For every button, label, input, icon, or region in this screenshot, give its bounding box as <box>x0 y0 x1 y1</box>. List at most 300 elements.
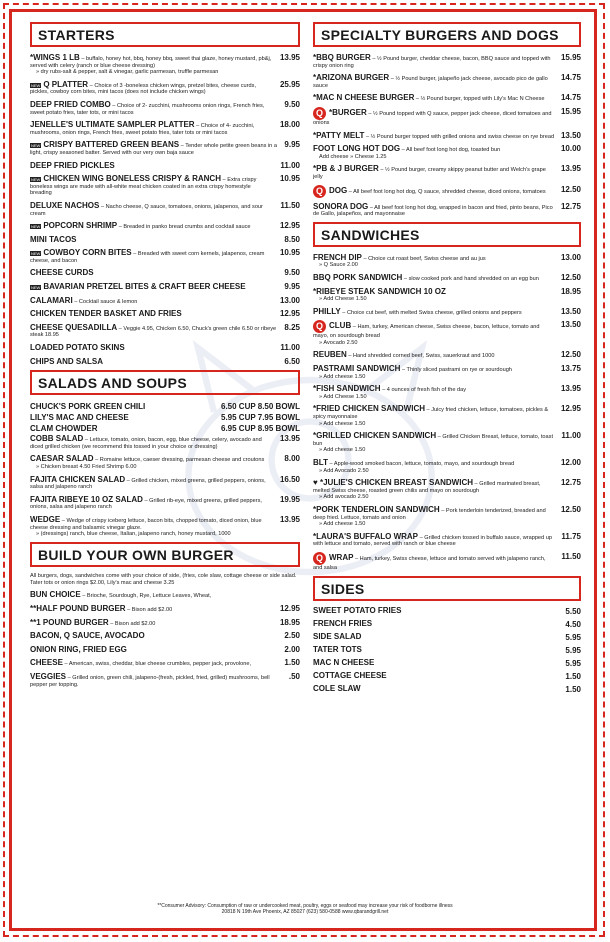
menu-item-desc: – Apple-wood smoked bacon, lettuce, tomato, mayo, and sourdough bread <box>327 461 515 467</box>
menu-item-price: 18.95 <box>279 617 300 627</box>
menu-item-price: 12.00 <box>560 458 581 467</box>
menu-item <box>313 607 581 616</box>
menu-item-text <box>30 618 155 628</box>
menu-item-name: BAVARIAN PRETZEL BITES & CRAFT BEER CHEESE <box>43 282 246 292</box>
menu-item-row <box>30 221 300 231</box>
menu-item-text <box>30 174 274 197</box>
menu-item-addon: » Add Cheese 1.50 <box>319 296 367 303</box>
menu-item-text <box>313 646 362 655</box>
menu-item-desc: – Brioche, Sourdough, Rye, Lettuce Leaves, Wheat, <box>80 593 212 600</box>
menu-item-desc: – Choice of 3 -boneless chicken wings, pretzel bites, cheese curds, pickles, cowboy corn bites, mini tacos (does not include chicken wings) <box>30 82 256 96</box>
menu-item-addon: » Add cheese 1.50 <box>319 521 366 528</box>
menu-item-name: CALAMARI <box>30 295 73 305</box>
menu-item-price: 11.00 <box>280 160 300 170</box>
menu-item <box>313 458 581 474</box>
menu-item-desc: – Wedge of crispy iceberg lettuce, bacon bits, chopped tomato, diced onion, blue cheese dressing and balsamic vinegar glaze. <box>30 517 262 531</box>
menu-item-name: FRENCH DIP <box>313 252 362 262</box>
menu-item <box>313 164 581 180</box>
menu-item <box>313 532 581 548</box>
menu-item-price: 13.95 <box>279 53 300 62</box>
menu-item-desc: – Hand shredded corned beef, Swiss, sauerkraut and 1000 <box>346 353 495 360</box>
menu-item-row <box>313 253 581 263</box>
menu-item-name: DELUXE NACHOS <box>30 200 100 210</box>
menu-item-price: 12.95 <box>560 404 581 414</box>
menu-item-desc: – American, swiss, cheddar, blue cheese crumbles, pepper jack, provolone, <box>62 661 252 668</box>
menu-item-name: SWEET POTATO FRIES <box>313 605 402 615</box>
menu-item-price: 10.00 <box>560 144 581 154</box>
menu-item-row <box>30 618 300 628</box>
menu-item-text <box>313 505 555 521</box>
menu-item-price: 12.95 <box>279 221 300 231</box>
menu-item-row <box>30 201 300 217</box>
menu-item-price: 8.50 <box>284 234 300 244</box>
menu-item-text <box>313 685 361 694</box>
menu-item-price: 18.95 <box>560 286 581 296</box>
menu-item-name: *MAC N CHEESE BURGER <box>313 93 415 103</box>
menu-item-text <box>30 631 145 641</box>
menu-item-row <box>313 364 581 374</box>
menu-item-name: *PORK TENDERLOIN SANDWICH <box>313 504 440 514</box>
menu-item <box>313 552 581 572</box>
menu-item-price: 11.00 <box>561 431 581 441</box>
menu-item <box>313 144 581 160</box>
menu-item-name: *FRIED CHICKEN SANDWICH <box>313 404 425 414</box>
menu-item-name: *ARIZONA BURGER <box>313 73 390 83</box>
menu-item-row <box>313 633 581 642</box>
menu-item-name: SIDE SALAD <box>313 631 362 641</box>
menu-item-name: **1 POUND BURGER <box>30 617 109 627</box>
menu-item <box>30 296 300 306</box>
menu-item-text <box>313 93 544 103</box>
menu-item-price: 12.75 <box>560 478 581 488</box>
menu-item-addon: » dry rubs-salt & pepper, salt & vinegar, garlic parmesan, truffle parmesan <box>36 69 219 76</box>
menu-item-price: 13.50 <box>560 130 581 140</box>
menu-item <box>313 350 581 360</box>
menu-item-row <box>313 672 581 681</box>
menu-item-price: 12.95 <box>279 603 300 613</box>
menu-item-desc: – Grilled rib-eye, mixed greens, grilled peppers, onions, salsa and jalapeno ranch <box>30 497 262 511</box>
menu-item-addon: » Chicken breast 4.50 Fried Shrimp 6.00 <box>36 464 137 470</box>
menu-item-text <box>313 164 555 180</box>
menu-item <box>313 620 581 629</box>
menu-item-name: CRISPY BATTERED GREEN BEANS <box>43 140 180 150</box>
menu-item-row <box>30 268 300 278</box>
menu-item-row <box>313 287 581 297</box>
menu-item-desc: – All beef foot long hot dog, toasted bun <box>400 147 501 154</box>
menu-item-name: CHEESE CURDS <box>30 268 94 278</box>
menu-item-row <box>30 672 300 688</box>
menu-item-addon: » Add avocado 2.50 <box>319 494 369 501</box>
menu-item-text <box>313 350 495 360</box>
menu-item <box>30 672 300 688</box>
menu-item-addon: » Add Cheese 1.50 <box>319 393 367 400</box>
soup-row <box>30 401 300 412</box>
menu-item-row <box>313 164 581 180</box>
menu-item-price: 12.75 <box>560 201 581 211</box>
menu-item-row <box>30 658 300 668</box>
menu-item-row <box>30 434 300 450</box>
menu-item <box>30 454 300 470</box>
menu-item-desc: – ½ Pound burger, jalapeño jack cheese, avocado pico de gallo sauce <box>313 76 548 89</box>
menu-item-text <box>30 515 274 531</box>
menu-item-row <box>30 100 300 116</box>
menu-item-name: *WINGS 1 LB <box>30 53 80 62</box>
menu-item-row <box>30 53 300 69</box>
menu-item-text <box>30 140 278 156</box>
menu-item-name: BUN CHOICE <box>30 590 81 600</box>
menu-item <box>30 221 300 231</box>
menu-item-price: 4.50 <box>565 619 581 629</box>
section-intro: All burgers, dogs, sandwiches come with your choice of side, (fries, cole slaw, cottage cheese or side salad. Tater tots or onion rings $2.00, Lily's mac and cheese 3.25 <box>30 572 297 586</box>
menu-item <box>313 659 581 668</box>
menu-item-row <box>30 296 300 306</box>
menu-item-desc: – buffalo, honey hot, bbq, honey bbq, sweet thai glaze, honey mustard, pb&j, served with celery (ranch or blue cheese dressing) <box>30 56 272 69</box>
menu-item-price: 13.95 <box>279 434 300 444</box>
soup-price: 5.95 CUP 7.95 BOWL <box>221 413 300 423</box>
menu-item-text <box>313 273 539 283</box>
menu-item-text <box>30 282 246 292</box>
sides-section <box>313 576 581 694</box>
menu-item-text <box>313 202 555 218</box>
menu-item <box>30 631 300 641</box>
menu-item-desc: – Grilled marinated breast, melted Swiss cheese, roasted green chilis and mayo on sourdough <box>313 481 541 494</box>
menu-item-desc: – Choice cut beef, with melted Swiss cheese, grilled onions and peppers <box>340 309 522 316</box>
salads-section <box>30 370 300 538</box>
menu-item-row <box>313 73 581 89</box>
menu-item-row <box>313 659 581 668</box>
menu-item-name: COTTAGE CHEESE <box>313 670 387 680</box>
menu-item-addon: » Add cheese 1.50 <box>319 420 366 427</box>
menu-item-row <box>30 120 300 136</box>
menu-item-text <box>313 287 446 297</box>
menu-item-name: *BBQ BURGER <box>313 53 371 62</box>
menu-item <box>313 185 581 198</box>
menu-item <box>30 161 300 171</box>
menu-item <box>313 384 581 400</box>
menu-item-row <box>313 202 581 218</box>
menu-item-name: WRAP <box>329 552 354 562</box>
menu-item-text <box>30 475 274 491</box>
menu-item-price: 5.95 <box>565 658 581 668</box>
menu-item-name: CLUB <box>329 321 352 331</box>
menu-item-row <box>30 515 300 531</box>
specialty-section <box>313 22 581 218</box>
menu-item-price: 12.50 <box>560 272 581 282</box>
menu-item-price: 1.50 <box>284 658 300 668</box>
menu-item-desc: – Juicy fried chicken, lettuce, tomatoes, pickles & spicy mayonnaise <box>313 407 549 421</box>
sandwiches-section <box>313 222 581 572</box>
menu-item-row <box>30 495 300 511</box>
menu-item <box>313 253 581 269</box>
menu-item-text <box>313 607 401 616</box>
menu-item-price: 13.50 <box>560 320 581 330</box>
menu-item-text <box>313 384 466 394</box>
menu-item-row <box>30 248 300 264</box>
q-logo-icon: Q <box>313 107 326 120</box>
menu-item-row <box>313 107 581 127</box>
menu-item-name: REUBEN <box>313 350 347 360</box>
menu-item-desc: – slow cooked pork and hand shredded on an egg bun <box>402 275 539 282</box>
menu-item-row <box>313 273 581 283</box>
menu-item <box>30 645 300 655</box>
menu-item-price: 11.75 <box>561 531 581 541</box>
menu-item-name: DOG <box>329 185 348 195</box>
menu-item-row <box>313 404 581 420</box>
menu-item-text <box>30 100 278 116</box>
menu-item-row <box>30 357 300 367</box>
menu-item-desc: – Cocktail sauce & lemon <box>72 298 138 305</box>
menu-item-name: CHEESE QUESADILLA <box>30 322 118 332</box>
new-badge: NEW <box>31 177 41 183</box>
menu-item-text <box>313 552 555 572</box>
soup-name: CHUCK'S PORK GREEN CHILI <box>30 402 146 412</box>
menu-item-text <box>313 458 514 468</box>
menu-item <box>30 658 300 668</box>
section-title: BUILD YOUR OWN BURGER <box>30 542 300 567</box>
menu-item-name: COLE SLAW <box>313 683 361 693</box>
menu-item-addon: » Avocado 2.50 <box>319 339 358 346</box>
menu-item-price: 5.50 <box>565 606 581 616</box>
menu-item <box>30 201 300 217</box>
menu-item-name: DEEP FRIED COMBO <box>30 99 111 109</box>
menu-item-name: FAJITA RIBEYE 10 OZ SALAD <box>30 494 143 504</box>
menu-item-text <box>30 672 283 688</box>
menu-item-desc: – All beef foot long hot dog, wrapped in bacon and fried, pinto beans, Pico de Gallo, jalapeños, and mayonnaise <box>313 204 553 218</box>
menu-item-row <box>313 505 581 521</box>
soup-price: 6.50 CUP 8.50 BOWL <box>221 402 300 412</box>
menu-item-row <box>30 590 300 600</box>
menu-item-name: *FISH SANDWICH <box>313 384 381 394</box>
menu-item-row <box>313 307 581 317</box>
menu-item-text <box>313 320 555 340</box>
menu-item-name: POPCORN SHRIMP <box>43 221 118 231</box>
menu-item-price: 19.95 <box>279 494 300 504</box>
menu-item-row <box>313 53 581 69</box>
menu-item-price: 10.95 <box>279 174 300 184</box>
menu-item-price: .50 <box>288 671 300 681</box>
menu-item-desc: – Breaded in panko bread crumbs and cocktail sauce <box>117 224 251 231</box>
menu-item-price: 13.95 <box>560 384 581 394</box>
menu-item-row <box>30 604 300 614</box>
menu-item-name: COBB SALAD <box>30 434 84 444</box>
menu-item-desc: – Tender whole petite green beans in a light, crispy seasoned batter. Served with our very own baja sauce <box>30 143 277 156</box>
menu-item-row <box>313 131 581 141</box>
menu-item-row <box>313 384 581 394</box>
menu-item-desc: – Grilled chicken, mixed greens, grilled peppers, onions, salsa and jalapeno ranch <box>30 477 266 491</box>
menu-item <box>30 309 300 319</box>
menu-item <box>30 120 300 136</box>
menu-item-text <box>313 431 555 447</box>
consumer-advisory: **Consumer Advisory: Consumption of raw or undercooked meat, poultry, eggs or seafood may increase your risk of foodborne illness <box>157 903 453 909</box>
menu-item-desc: – Lettuce, tomato, onion, bacon, egg, blue cheese, celery, avocado and diced grilled chicken (we recommend this tossed in your choice or dressing) <box>30 437 262 450</box>
menu-item-row <box>313 144 581 154</box>
menu-item-text <box>30 323 278 339</box>
menu-item-text <box>30 357 103 367</box>
new-badge: NEW <box>31 285 41 291</box>
menu-item-text <box>313 633 361 642</box>
menu-item <box>313 73 581 89</box>
menu-item <box>313 202 581 218</box>
menu-item-text <box>30 434 274 450</box>
menu-item-text <box>30 604 172 614</box>
menu-item <box>313 646 581 655</box>
menu-item-name: FRENCH FRIES <box>313 618 373 628</box>
menu-item-text <box>30 80 274 96</box>
menu-item-price: 14.75 <box>560 73 581 83</box>
menu-item <box>313 93 581 103</box>
menu-item-name: FOOT LONG HOT DOG <box>313 144 401 154</box>
menu-item-row <box>30 174 300 197</box>
menu-item-row <box>30 309 300 319</box>
menu-item-name: *PATTY MELT <box>313 130 365 140</box>
menu-item-name: *PB & J BURGER <box>313 164 379 174</box>
menu-item-desc: – ½ Pound burger, cheddar cheese, bacon, BBQ sauce and topped with crispy onion ring <box>313 56 551 69</box>
menu-item <box>30 475 300 491</box>
menu-item <box>30 618 300 628</box>
menu-item-desc: – ½ Pound burger, creamy skippy peanut butter and Welch's grape jelly <box>313 167 546 180</box>
menu-item-price: 13.00 <box>560 252 581 262</box>
menu-item-desc: – Romaine lettuce, caeser dressing, parmesan cheese and croutons <box>93 457 265 464</box>
menu-item <box>313 431 581 454</box>
menu-item-name: JENELLE'S ULTIMATE SAMPLER PLATTER <box>30 120 195 130</box>
menu-item-name: CHEESE <box>30 658 63 668</box>
footer <box>0 903 610 915</box>
menu-item <box>313 273 581 283</box>
menu-item-row <box>313 320 581 340</box>
menu-item-row <box>313 607 581 616</box>
menu-item-name: *LAURA'S BUFFALO WRAP <box>313 531 419 541</box>
menu-item-desc: – Bison add $2.00 <box>125 606 173 613</box>
menu-item-name: ♥ *JULIE'S CHICKEN BREAST SANDWICH <box>313 478 473 488</box>
menu-item-addon: » Add Avocado 2.50 <box>319 467 369 474</box>
menu-item-row <box>30 235 300 245</box>
menu-item-text <box>30 235 77 245</box>
menu-item-desc: – Extra crispy boneless wings are made with all-white meat chicken coated in an extra crispy homestyle breading <box>30 177 257 197</box>
menu-item-desc: – All beef foot long hot dog, Q sauce, shredded cheese, diced onions, tomatoes <box>347 188 546 195</box>
menu-item <box>313 320 581 346</box>
menu-item-price: 16.50 <box>279 474 300 484</box>
menu-item <box>313 107 581 127</box>
menu-item-row <box>313 685 581 694</box>
menu-item-text <box>313 107 555 127</box>
menu-item-name: *GRILLED CHICKEN SANDWICH <box>313 431 437 441</box>
menu-item <box>313 633 581 642</box>
menu-item-name: WEDGE <box>30 514 61 524</box>
menu-item-desc: – Ham, turkey, American cheese, Swiss cheese, bacon, lettuce, tomato and mayo, on sourdough bread <box>313 324 540 340</box>
menu-item-desc: – ½ Pound burger topped with grilled onions and swiss cheese on rye bread <box>364 133 555 140</box>
menu-item-name: BLT <box>313 458 328 467</box>
section-title: SPECIALTY BURGERS AND DOGS <box>313 22 581 47</box>
menu-item <box>30 174 300 197</box>
menu-item-price: 13.95 <box>279 514 300 524</box>
menu-item-text <box>30 248 274 264</box>
menu-item-row <box>313 552 581 572</box>
menu-item-addon: » Add cheese 1.50 <box>319 447 366 454</box>
soup-name: CLAM CHOWDER <box>30 424 98 434</box>
soup-row <box>30 412 300 423</box>
menu-item-text <box>30 495 274 511</box>
menu-item <box>30 140 300 156</box>
menu-item-name: DEEP FRIED PICKLES <box>30 160 115 170</box>
menu-item <box>313 53 581 69</box>
soup-price: 6.95 CUP 8.95 BOWL <box>221 424 300 434</box>
menu-item-price: 1.50 <box>565 671 581 681</box>
menu-item-text <box>313 659 374 668</box>
menu-item-desc: – Grilled Chicken Breast, lettuce, tomato, toast bun <box>313 434 554 447</box>
menu-item-price: 11.50 <box>280 200 300 210</box>
menu-item-row <box>313 431 581 447</box>
section-title: SIDES <box>313 576 581 601</box>
menu-item-text <box>313 364 512 374</box>
menu-item-price: 11.50 <box>561 551 581 561</box>
menu-item-text <box>30 645 127 655</box>
menu-item <box>30 53 300 76</box>
menu-item-row <box>313 532 581 548</box>
menu-item <box>313 685 581 694</box>
menu-item <box>313 307 581 317</box>
menu-item <box>30 282 300 292</box>
menu-item <box>30 434 300 450</box>
right-column <box>313 22 581 698</box>
menu-item-price: 12.95 <box>279 309 300 319</box>
menu-item-desc: – Ham, turkey, Swiss cheese, lettuce and tomato served with jalapeno ranch, and salsa <box>313 555 546 571</box>
menu-item-price: 1.50 <box>565 684 581 694</box>
menu-item-price: 13.95 <box>560 164 581 174</box>
menu-item-row <box>313 620 581 629</box>
menu-item-text <box>313 404 555 420</box>
menu-item-price: 15.95 <box>560 106 581 116</box>
menu-item-price: 9.50 <box>284 99 300 109</box>
menu-item-name: FAJITA CHICKEN SALAD <box>30 474 126 484</box>
menu-item-row <box>313 478 581 494</box>
section-title: STARTERS <box>30 22 300 47</box>
section-title: SALADS AND SOUPS <box>30 370 300 395</box>
menu-item-row <box>30 343 300 353</box>
menu-item-price: 5.95 <box>565 632 581 642</box>
menu-item-name: VEGGIES <box>30 671 67 681</box>
starters-section <box>30 22 300 366</box>
menu-item-text <box>30 343 125 353</box>
menu-item-text <box>30 454 264 464</box>
menu-item <box>30 268 300 278</box>
new-badge: NEW <box>31 82 41 88</box>
address-line: 20818 N 19th Ave Phoenix, AZ 85027 (623) 580-0588 www.qbarandgrill.net <box>221 909 389 915</box>
menu-item-price: 10.95 <box>279 248 300 258</box>
menu-item <box>30 590 300 600</box>
menu-item <box>313 287 581 303</box>
menu-item-text <box>30 221 251 231</box>
menu-item-addon: » Q Sauce 2.00 <box>319 262 358 269</box>
menu-item <box>313 404 581 427</box>
q-logo-icon: Q <box>313 185 326 198</box>
menu-item-text <box>313 532 555 548</box>
menu-item-desc: – Nacho cheese, Q sauce, tomatoes, onions, jalapenos, and sour cream <box>30 203 263 217</box>
menu-item <box>30 604 300 614</box>
menu-item-row <box>30 161 300 171</box>
menu-item-desc: – ½ Pound topped with Q sauce, pepper jack cheese, diced tomatoes and onions <box>313 110 552 126</box>
left-column <box>30 22 300 692</box>
menu-item-text <box>30 120 274 136</box>
menu-item-name: CHICKEN WING BONELESS CRISPY & RANCH <box>43 174 221 184</box>
menu-item-name: PHILLY <box>313 306 341 316</box>
menu-item-text <box>313 253 486 263</box>
menu-item-row <box>30 645 300 655</box>
menu-item-price: 12.50 <box>560 184 581 194</box>
menu-item-price: 12.50 <box>560 504 581 514</box>
menu-item-row <box>313 646 581 655</box>
new-badge: NEW <box>31 224 41 230</box>
menu-item-text <box>313 144 500 154</box>
